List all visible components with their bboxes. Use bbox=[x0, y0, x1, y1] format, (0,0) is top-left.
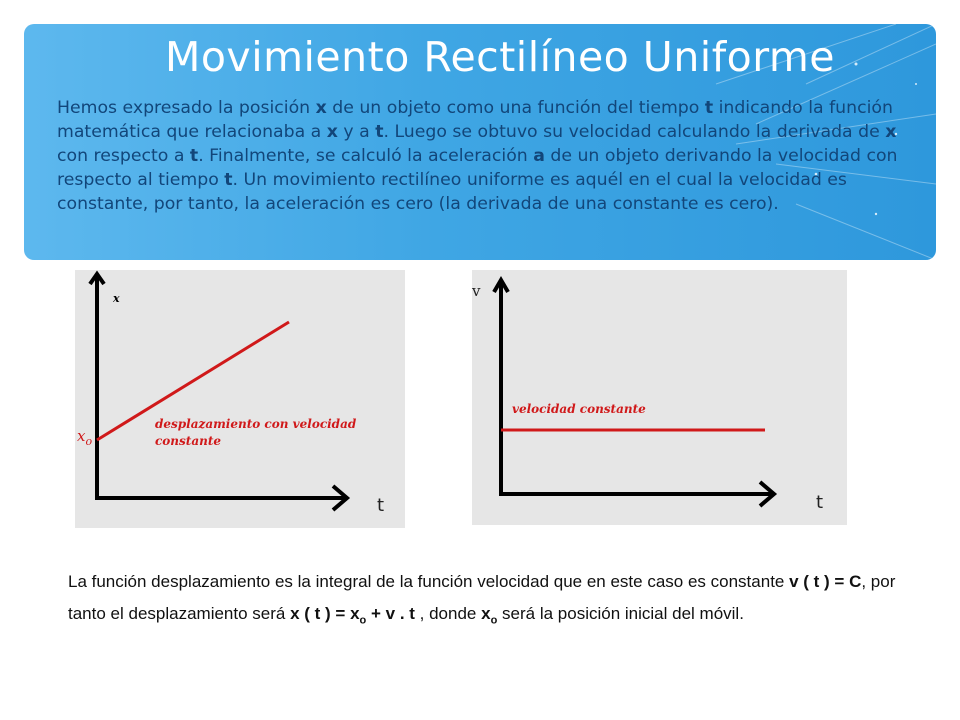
velocity-time-graph bbox=[472, 270, 847, 525]
y-axis-label: v bbox=[472, 282, 481, 300]
x-axis-label: t bbox=[377, 495, 385, 516]
page-title: Movimiento Rectilíneo Uniforme bbox=[164, 33, 836, 81]
x-axis-label: t bbox=[816, 492, 824, 513]
intro-paragraph: Hemos expresado la posición x de un objeto como una función del tiempo t indicando la función matemática que relacionaba a x y a t. Luego se obtuvo su velocidad calculando la derivada de x con respecto a t. Finalmente, se calculó la aceleración a de un objeto derivando la velocidad con respecto al tiempo t. Un movimiento rectilíneo uniforme es aquél en el cual la velocidad es constante, por tanto, la aceleración es cero (la derivada de una constante es cero). bbox=[57, 98, 898, 214]
velocity-graph-axes bbox=[472, 270, 847, 525]
intercept-label: $x_o$ bbox=[77, 427, 93, 448]
conclusion-paragraph: La función desplazamiento es la integral de la función velocidad que en este caso es constante v ( t ) = C, por tanto el desplazamiento será x ( t ) = $x_o + v$ . t , donde $x_o$ será la posición inicial del móvil. bbox=[68, 572, 896, 627]
y-axis-label: x bbox=[113, 292, 120, 305]
velocity-annotation: velocidad constante bbox=[512, 402, 646, 416]
position-time-graph bbox=[75, 270, 405, 528]
position-annotation: desplazamiento con velocidad constante bbox=[155, 417, 357, 448]
position-graph-axes bbox=[75, 270, 405, 528]
